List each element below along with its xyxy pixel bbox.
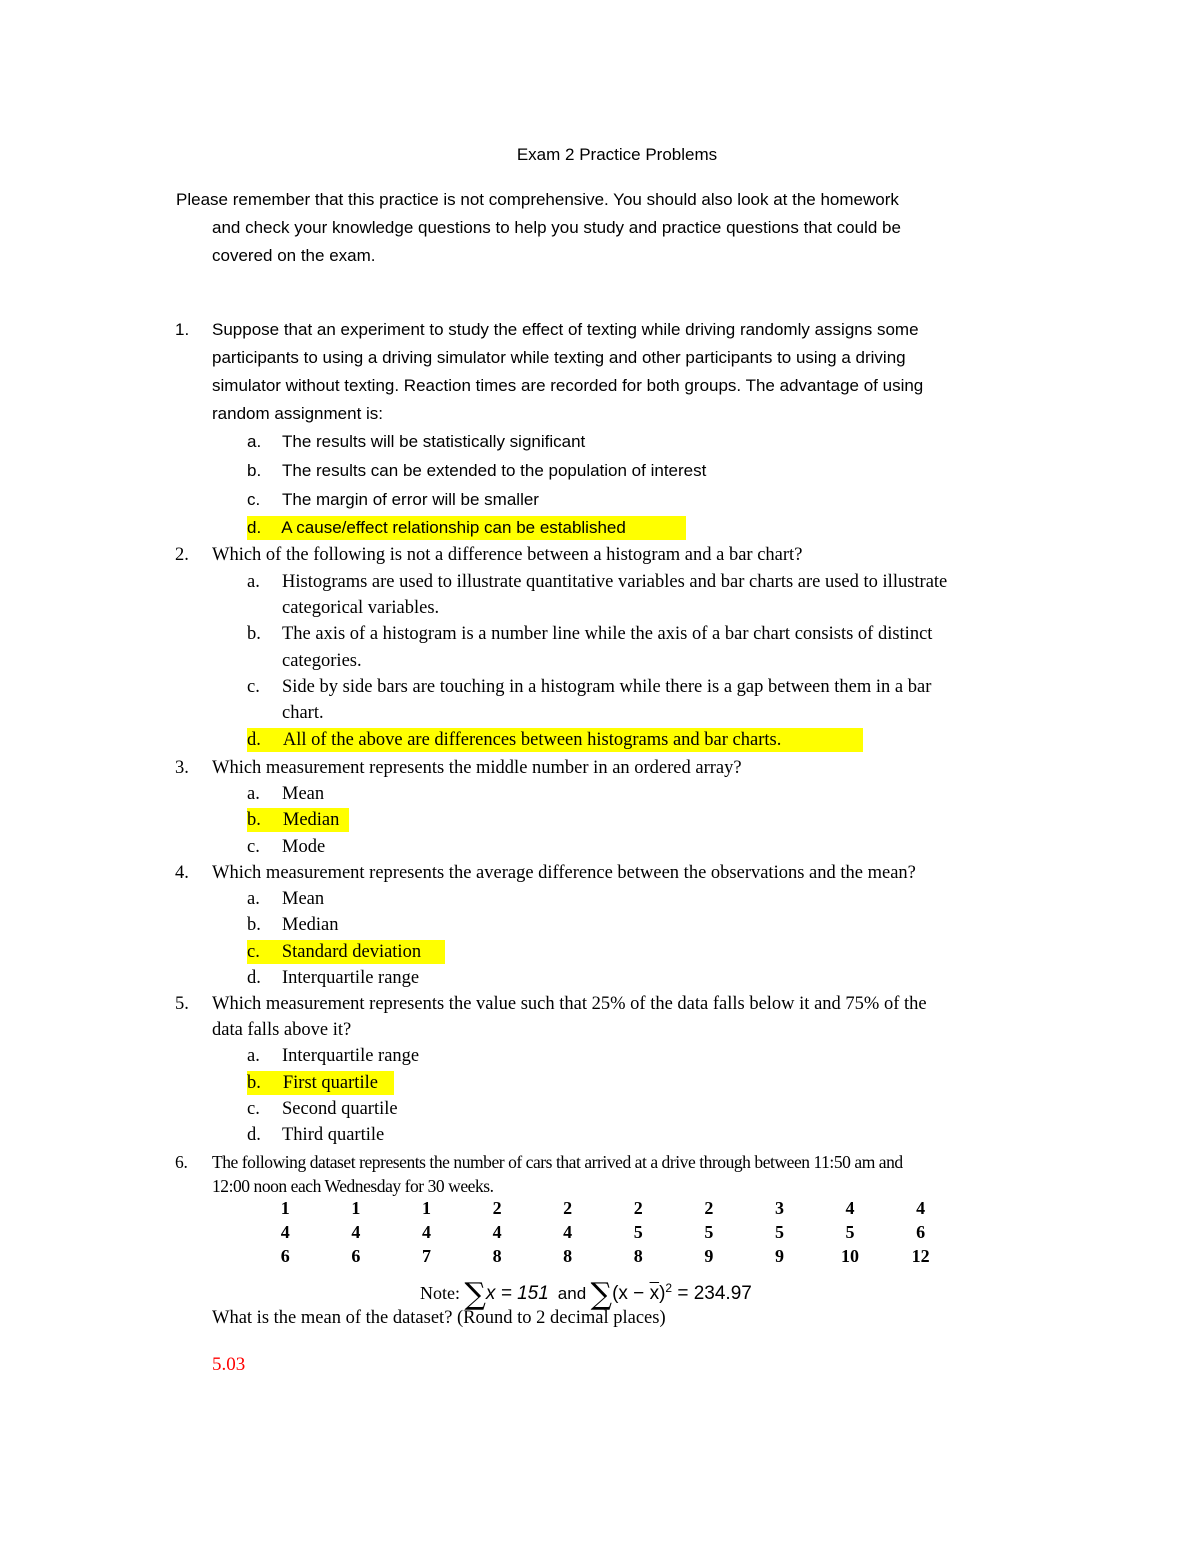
intro-line-1: Please remember that this practice is not comprehensive. You should also look at the homework	[176, 190, 899, 209]
q5-option-d-text: Third quartile	[282, 1125, 385, 1145]
note-expr-2-value: = 234.97	[672, 1283, 752, 1304]
q4-text: Which measurement represents the average difference between the observations and the mean?	[212, 863, 916, 883]
q1-line-4: random assignment is:	[212, 404, 384, 423]
table-cell: 1	[351, 1198, 361, 1218]
q5-option-c-letter: c.	[247, 1099, 260, 1119]
table-cell: 2	[633, 1198, 643, 1218]
table-cell: 9	[704, 1246, 714, 1266]
table-cell: 5	[774, 1222, 784, 1242]
q4-option-a-text: Mean	[282, 889, 325, 909]
q3-number: 3.	[175, 758, 189, 778]
q1-option-c-text: The margin of error will be smaller	[282, 490, 539, 509]
table-cell: 2	[704, 1198, 714, 1218]
note-label: Note:	[420, 1283, 460, 1303]
table-cell: 5	[633, 1222, 643, 1242]
q5-option-b-highlight	[247, 1071, 394, 1095]
q2-text: Which of the following is not a difference between a histogram and a bar chart?	[212, 545, 803, 565]
q5-line-2: data falls above it?	[212, 1020, 352, 1040]
q2-option-d-letter: d.	[247, 730, 261, 750]
q3-option-a-letter: a.	[247, 784, 260, 804]
q3-option-b-text: Median	[282, 810, 340, 830]
table-row	[250, 1196, 956, 1220]
table-cell: 5	[704, 1222, 714, 1242]
q1-number: 1.	[175, 320, 190, 339]
table-cell: 7	[421, 1246, 431, 1266]
q3-option-c-letter: c.	[247, 837, 260, 857]
q4-option-d-text: Interquartile range	[282, 968, 420, 988]
q1-line-1: Suppose that an experiment to study the effect of texting while driving randomly assigns some	[212, 320, 919, 339]
table-cell: 1	[421, 1198, 431, 1218]
table-cell: 3	[774, 1198, 784, 1218]
dataset-table	[250, 1196, 956, 1268]
table-cell: 9	[774, 1246, 784, 1266]
q3-option-b-highlight	[247, 808, 349, 832]
table-cell: 4	[492, 1222, 502, 1242]
q6-answer: 5.03	[212, 1354, 246, 1375]
table-cell: 4	[563, 1222, 573, 1242]
q5-option-a-letter: a.	[247, 1046, 260, 1066]
q5-option-c-text: Second quartile	[282, 1099, 398, 1119]
table-cell: 4	[845, 1198, 855, 1218]
q4-number: 4.	[175, 863, 189, 883]
q5-option-b-text: First quartile	[282, 1073, 378, 1093]
q2-option-a-line-2: categorical variables.	[282, 598, 440, 618]
q1-option-b-text: The results can be extended to the population of interest	[282, 461, 707, 480]
q2-number: 2.	[175, 545, 189, 565]
q4-option-c-letter: c.	[247, 942, 260, 962]
table-cell: 8	[563, 1246, 573, 1266]
q2-option-c-line-2: chart.	[282, 703, 324, 723]
table-cell: 4	[351, 1222, 361, 1242]
q5-option-d-letter: d.	[247, 1125, 261, 1145]
table-row	[250, 1220, 956, 1244]
note-and: and	[557, 1284, 587, 1303]
q5-option-a-text: Interquartile range	[282, 1046, 420, 1066]
table-cell: 1	[280, 1198, 290, 1218]
q2-option-a-line-1: Histograms are used to illustrate quantitative variables and bar charts are used to illustrate	[282, 572, 948, 592]
table-cell: 6	[351, 1246, 361, 1266]
note-xbar: $\overline{x}$	[649, 1283, 660, 1304]
note-exponent: 2	[665, 1281, 673, 1295]
table-cell: 6	[280, 1246, 290, 1266]
q1-option-a-letter: a.	[247, 432, 262, 451]
intro-line-3: covered on the exam.	[212, 246, 376, 265]
q2-option-a-letter: a.	[247, 572, 260, 592]
table-cell: 2	[492, 1198, 502, 1218]
q1-option-b-letter: b.	[247, 461, 262, 480]
table-row	[250, 1244, 956, 1268]
sum-symbol-2: ∑	[590, 1277, 613, 1312]
q2-option-d-text: All of the above are differences between histograms and bar charts.	[282, 730, 782, 750]
table-cell: 5	[845, 1222, 855, 1242]
table-cell: 8	[492, 1246, 502, 1266]
q6-line-2: 12:00 noon each Wednesday for 30 weeks.	[212, 1176, 494, 1196]
table-cell: 4	[421, 1222, 431, 1242]
note-expr-1: x = 151	[485, 1283, 549, 1304]
q3-option-a-text: Mean	[282, 784, 325, 804]
q2-option-c-letter: c.	[247, 677, 260, 697]
q4-option-c-text: Standard deviation	[281, 942, 422, 962]
q6-question: What is the mean of the dataset? (Round to 2 decimal places)	[212, 1308, 666, 1328]
q2-option-b-line-1: The axis of a histogram is a number line while the axis of a bar chart consists of distinct	[282, 624, 933, 644]
q5-number: 5.	[175, 994, 189, 1014]
q3-option-b-letter: b.	[247, 810, 261, 830]
q1-line-2: participants to using a driving simulator while texting and other participants to using a driving	[212, 348, 906, 367]
q4-option-d-letter: d.	[247, 968, 261, 988]
table-cell: 12	[911, 1246, 930, 1266]
q5-line-1: Which measurement represents the value such that 25% of the data falls below it and 75% of the	[212, 994, 927, 1014]
q4-option-c-highlight	[247, 940, 445, 964]
intro-line-2: and check your knowledge questions to help you study and practice questions that could be	[212, 218, 901, 237]
table-cell: 4	[280, 1222, 290, 1242]
q1-option-d-text: A cause/effect relationship can be established	[281, 518, 626, 537]
page-title: Exam 2 Practice Problems	[516, 145, 718, 164]
q2-option-c-line-1: Side by side bars are touching in a histogram while there is a gap between them in a bar	[282, 677, 932, 697]
q6-line-1: The following dataset represents the number of cars that arrived at a drive through between 11:50 am and	[212, 1152, 903, 1172]
q3-option-c-text: Mode	[282, 837, 326, 857]
q5-option-b-letter: b.	[247, 1073, 261, 1093]
q1-option-a-text: The results will be statistically significant	[282, 432, 586, 451]
note-expr-2-open: (x −	[612, 1283, 650, 1304]
q4-option-b-text: Median	[282, 915, 339, 935]
q2-option-b-line-2: categories.	[282, 651, 362, 671]
q2-option-b-letter: b.	[247, 624, 261, 644]
note-expr-2-close: )	[659, 1283, 666, 1304]
table-cell: 10	[841, 1246, 860, 1266]
q1-line-3: simulator without texting. Reaction times are recorded for both groups. The advantage of using	[212, 376, 924, 395]
table-cell: 2	[563, 1198, 573, 1218]
q4-option-a-letter: a.	[247, 889, 260, 909]
table-cell: 8	[633, 1246, 643, 1266]
sum-symbol-1: ∑	[464, 1277, 486, 1312]
q4-option-b-letter: b.	[247, 915, 261, 935]
q1-option-d-letter: d.	[247, 518, 262, 537]
q1-option-d-highlight	[247, 516, 686, 540]
q2-option-d-highlight	[247, 728, 863, 752]
q6-number: 6.	[175, 1152, 188, 1172]
q1-option-c-letter: c.	[247, 490, 261, 509]
q3-text: Which measurement represents the middle number in an ordered array?	[212, 758, 742, 778]
table-cell: 4	[916, 1198, 926, 1218]
table-cell: 6	[916, 1222, 926, 1242]
